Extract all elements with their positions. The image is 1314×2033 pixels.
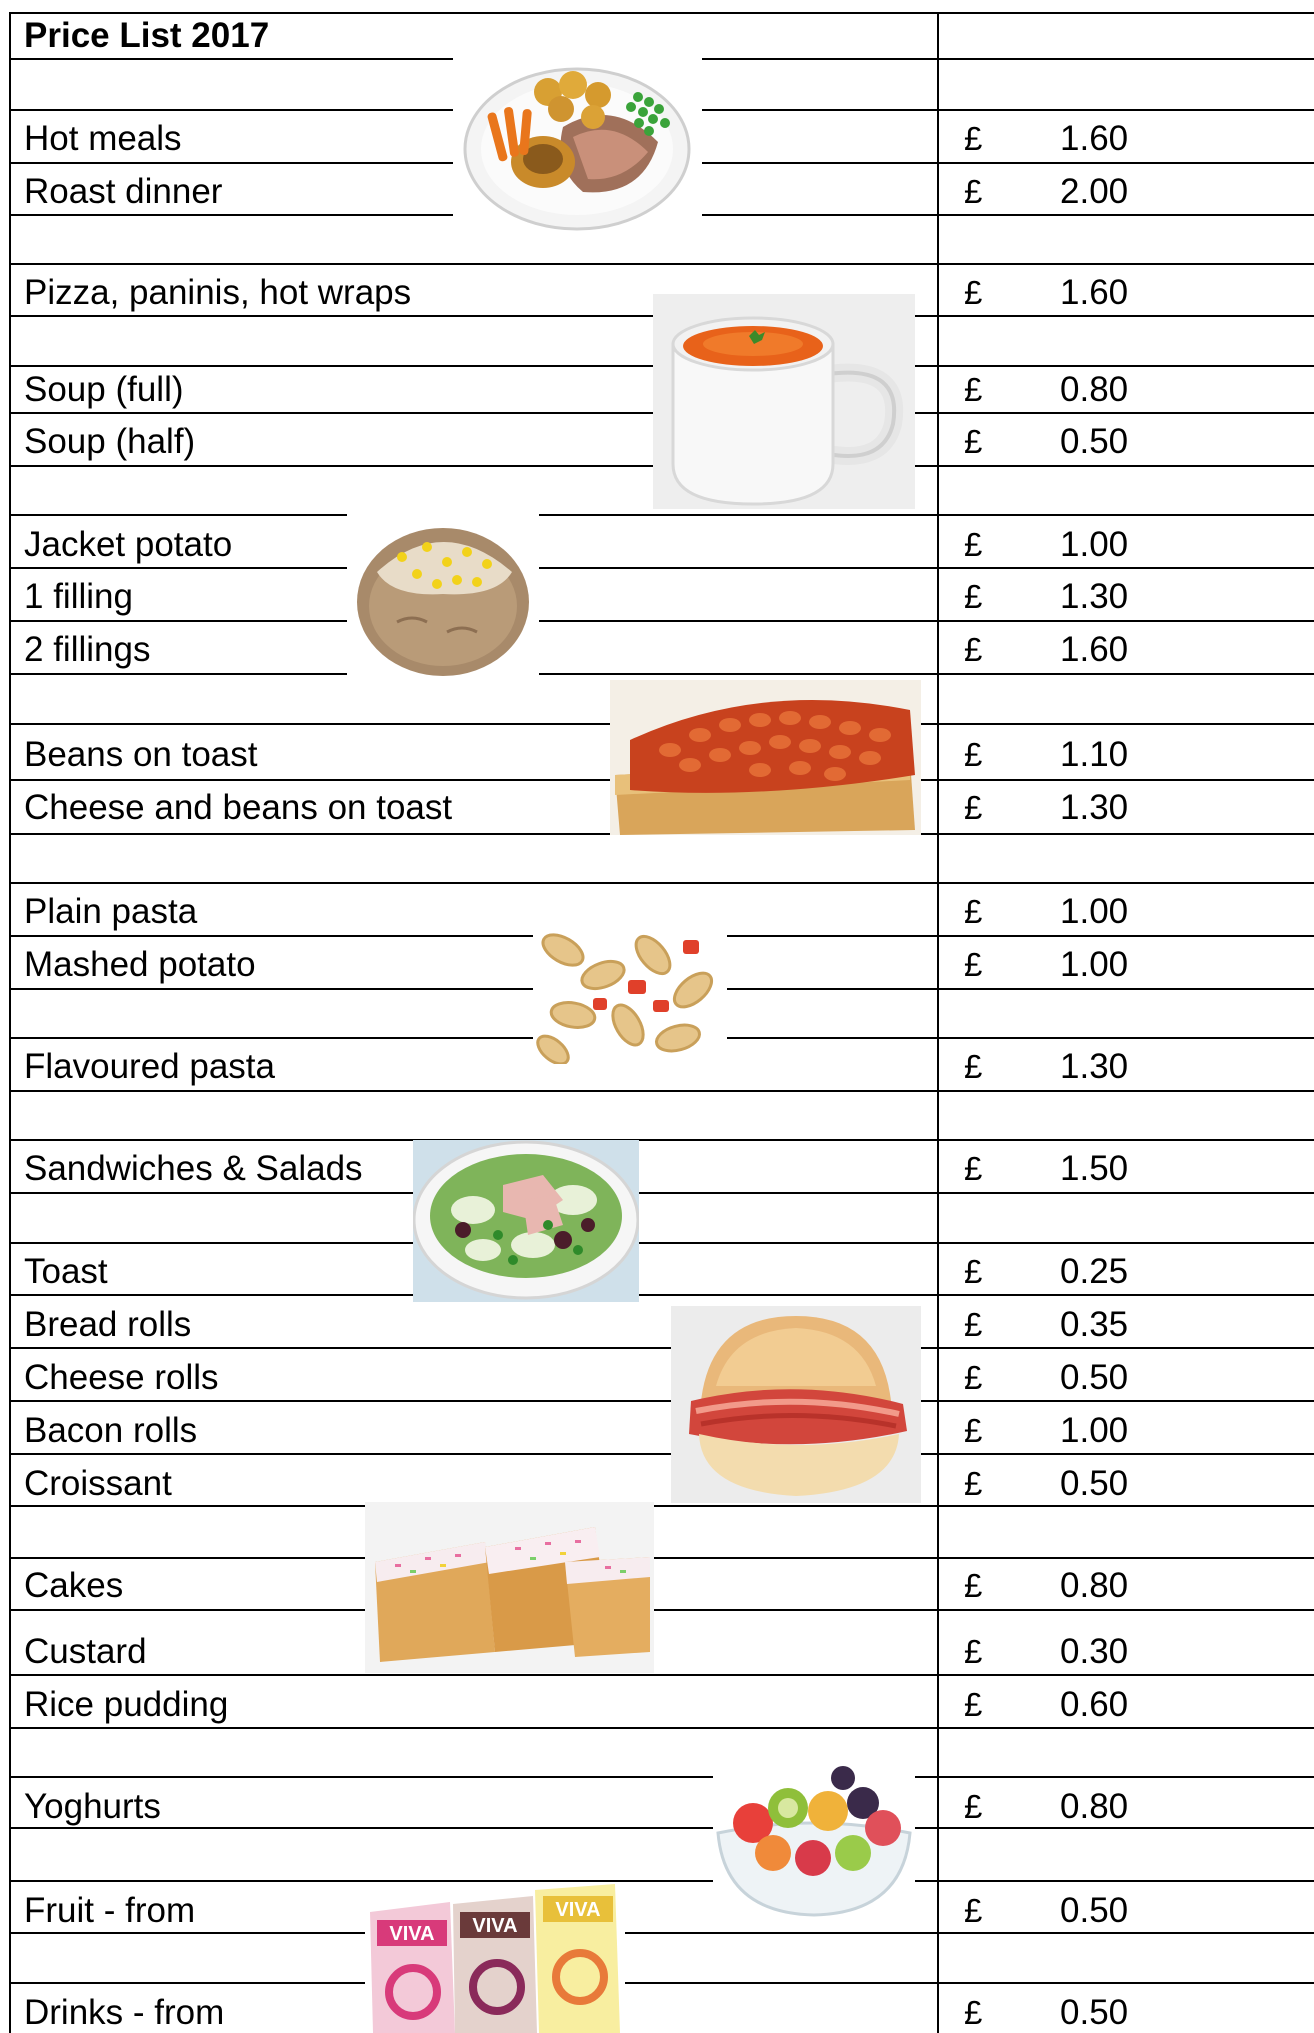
item-price: 1.00: [1060, 945, 1129, 984]
currency-symbol: £: [964, 789, 983, 826]
item-label: Custard: [24, 1632, 147, 1671]
item-label: Soup (half): [24, 422, 196, 461]
currency-symbol: £: [964, 578, 983, 615]
row-divider: [9, 1982, 1314, 1984]
item-label: Toast: [24, 1252, 108, 1291]
row-divider: [9, 12, 1314, 14]
row-divider: [9, 1400, 1314, 1402]
currency-symbol: £: [964, 893, 983, 930]
currency-symbol: £: [964, 1465, 983, 1502]
item-label: Drinks - from: [24, 1993, 225, 2032]
column-divider: [937, 12, 939, 2033]
item-label: Croissant: [24, 1464, 172, 1503]
item-price: 1.10: [1060, 735, 1129, 774]
row-divider: [9, 1932, 1314, 1934]
item-price: 0.80: [1060, 1787, 1129, 1826]
item-price: 0.80: [1060, 370, 1129, 409]
currency-symbol: £: [964, 120, 983, 157]
item-label: Cheese rolls: [24, 1358, 219, 1397]
row-divider: [9, 1827, 1314, 1829]
row-divider: [9, 263, 1314, 265]
currency-symbol: £: [964, 1253, 983, 1290]
row-divider: [9, 1347, 1314, 1349]
currency-symbol: £: [964, 631, 983, 668]
item-price: 0.50: [1060, 1993, 1129, 2032]
currency-symbol: £: [964, 1048, 983, 1085]
item-price: 0.25: [1060, 1252, 1129, 1291]
row-divider: [9, 882, 1314, 884]
salad-image: [413, 1140, 639, 1302]
row-divider: [9, 1609, 1314, 1611]
currency-symbol: £: [964, 526, 983, 563]
item-price: 0.80: [1060, 1566, 1129, 1605]
item-price: 0.50: [1060, 1891, 1129, 1930]
currency-symbol: £: [964, 1359, 983, 1396]
roast-dinner-image: [453, 57, 702, 233]
item-label: Soup (full): [24, 370, 184, 409]
row-divider: [9, 1557, 1314, 1559]
currency-symbol: £: [964, 1686, 983, 1723]
fruit-salad-image: [713, 1753, 915, 1920]
item-price: 0.50: [1060, 1464, 1129, 1503]
currency-symbol: £: [964, 946, 983, 983]
item-label: Hot meals: [24, 119, 182, 158]
beans-on-toast-image: [610, 680, 921, 835]
item-price: 1.30: [1060, 577, 1129, 616]
row-divider: [9, 673, 1314, 675]
column-divider: [9, 12, 11, 2033]
row-divider: [9, 1192, 1314, 1194]
currency-symbol: £: [964, 1306, 983, 1343]
currency-symbol: £: [964, 371, 983, 408]
item-label: Fruit - from: [24, 1891, 196, 1930]
currency-symbol: £: [964, 1788, 983, 1825]
currency-symbol: £: [964, 274, 983, 311]
item-label: 1 filling: [24, 577, 133, 616]
item-price: 1.00: [1060, 892, 1129, 931]
row-divider: [9, 514, 1314, 516]
row-divider: [9, 1674, 1314, 1676]
item-label: Cakes: [24, 1566, 124, 1605]
row-divider: [9, 1294, 1314, 1296]
row-divider: [9, 1090, 1314, 1092]
currency-symbol: £: [964, 1994, 983, 2031]
currency-symbol: £: [964, 1567, 983, 1604]
item-label: Beans on toast: [24, 735, 258, 774]
row-divider: [9, 1727, 1314, 1729]
carton-brand-label: VIVA: [555, 1899, 601, 1921]
item-label: Jacket potato: [24, 525, 233, 564]
item-label: Mashed potato: [24, 945, 256, 984]
currency-symbol: £: [964, 1633, 983, 1670]
soup-image: [653, 294, 915, 509]
item-label: Flavoured pasta: [24, 1047, 275, 1086]
currency-symbol: £: [964, 736, 983, 773]
item-price: 1.60: [1060, 273, 1129, 312]
item-price: 1.60: [1060, 630, 1129, 669]
currency-symbol: £: [964, 1150, 983, 1187]
item-price: 0.50: [1060, 422, 1129, 461]
jacket-potato-image: [347, 502, 539, 678]
currency-symbol: £: [964, 423, 983, 460]
bacon-roll-image: [671, 1306, 921, 1503]
row-divider: [9, 1139, 1314, 1141]
item-price: 0.35: [1060, 1305, 1129, 1344]
row-divider: [9, 620, 1314, 622]
row-divider: [9, 1242, 1314, 1244]
item-label: Bacon rolls: [24, 1411, 198, 1450]
item-price: 1.30: [1060, 788, 1129, 827]
row-divider: [9, 1453, 1314, 1455]
item-label: Roast dinner: [24, 172, 223, 211]
item-price: 0.50: [1060, 1358, 1129, 1397]
page-title: Price List 2017: [24, 16, 270, 55]
pasta-image: [533, 920, 727, 1064]
row-divider: [9, 1505, 1314, 1507]
currency-symbol: £: [964, 173, 983, 210]
item-price: 0.60: [1060, 1685, 1129, 1724]
cakes-image: [365, 1502, 654, 1673]
currency-symbol: £: [964, 1412, 983, 1449]
row-divider: [9, 1776, 1314, 1778]
carton-brand-label: VIVA: [389, 1923, 435, 1945]
row-divider: [9, 567, 1314, 569]
item-price: 0.30: [1060, 1632, 1129, 1671]
item-label: Bread rolls: [24, 1305, 192, 1344]
carton-brand-label: VIVA: [472, 1915, 518, 1937]
item-label: Plain pasta: [24, 892, 198, 931]
item-label: Sandwiches & Salads: [24, 1149, 363, 1188]
item-price: 2.00: [1060, 172, 1129, 211]
item-price: 1.60: [1060, 119, 1129, 158]
row-divider: [9, 1880, 1314, 1882]
currency-symbol: £: [964, 1892, 983, 1929]
item-label: Yoghurts: [24, 1787, 161, 1826]
drink-cartons-image: [365, 1882, 625, 2033]
item-price: 1.50: [1060, 1149, 1129, 1188]
item-label: 2 fillings: [24, 630, 151, 669]
item-label: Pizza, paninis, hot wraps: [24, 273, 412, 312]
item-label: Cheese and beans on toast: [24, 788, 453, 827]
item-label: Rice pudding: [24, 1685, 229, 1724]
item-price: 1.30: [1060, 1047, 1129, 1086]
item-price: 1.00: [1060, 1411, 1129, 1450]
item-price: 1.00: [1060, 525, 1129, 564]
